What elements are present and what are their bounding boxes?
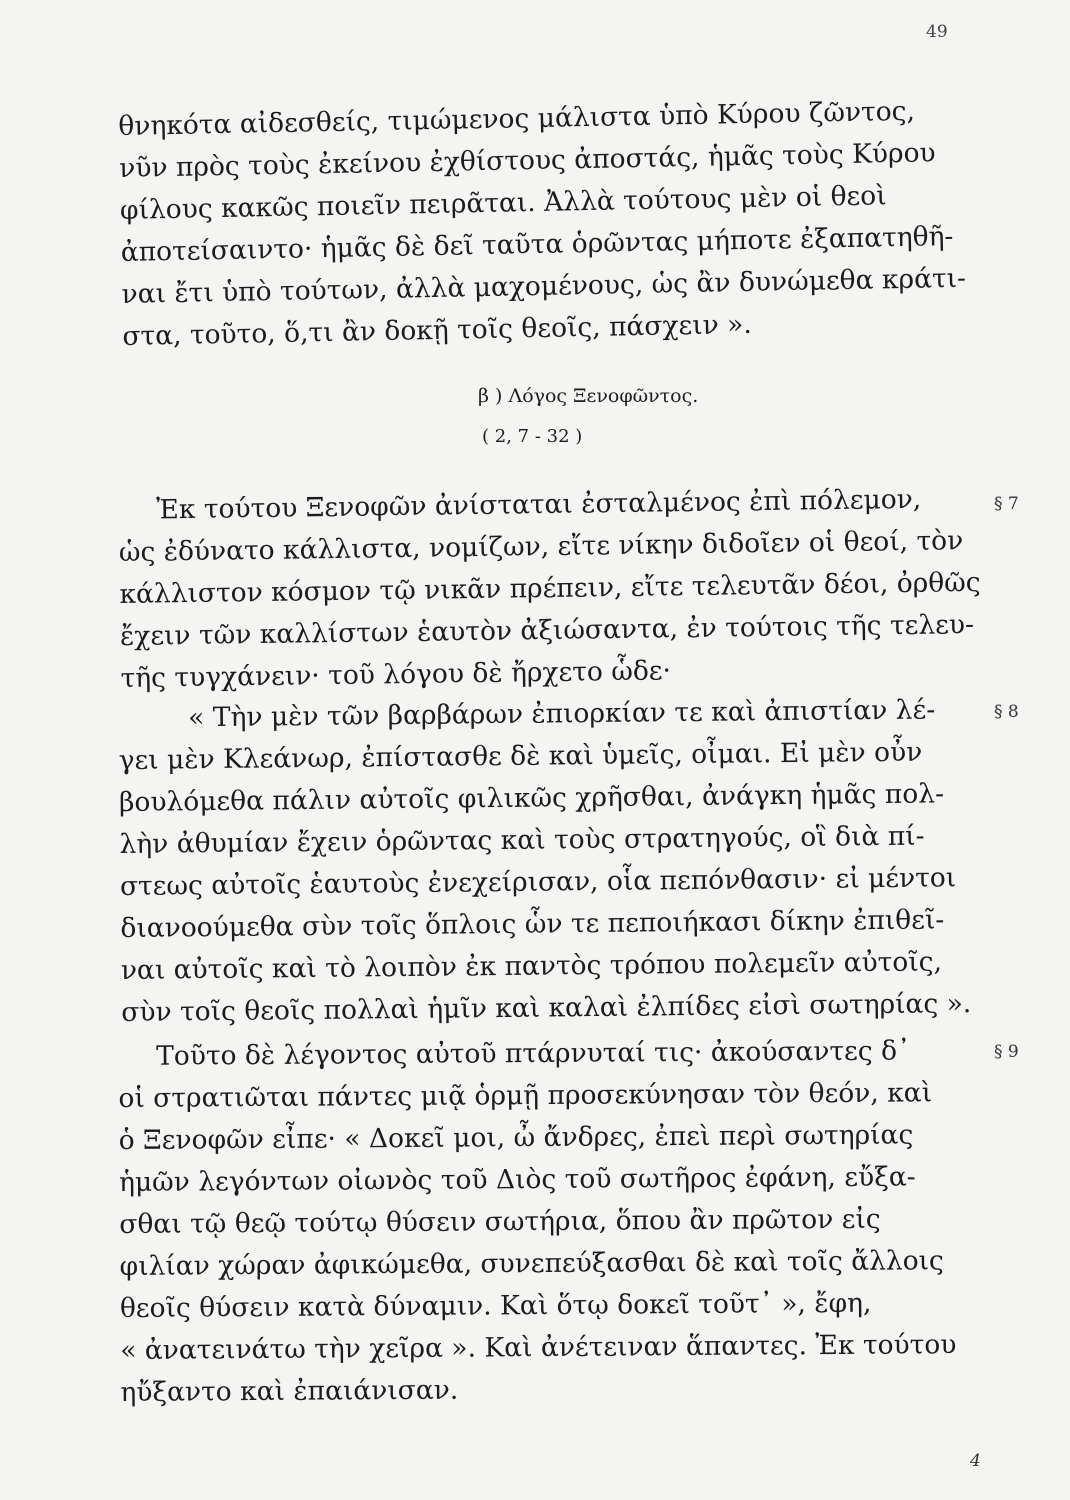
text-line: ἔχειν τῶν καλλίστων ἑαυτὸν ἀξιώσαντα, ἐν τούτοις τῆς τελευ-: [119, 609, 975, 652]
section-reference: ( 2, 7 - 32 ): [482, 426, 583, 447]
text-line: νῦν πρὸς τοὺς ἐκείνου ἐχθίστους ἀποστάς, ἡμᾶς τοὺς Κύρου: [118, 137, 936, 184]
text-line: φίλους κακῶς ποιεῖν πειρᾶται. Ἀλλὰ τούτους μὲν οἱ θεοὶ: [119, 180, 887, 226]
text-line: ἀποτείσαιντο· ἡμᾶς δὲ δεῖ ταῦτα ὁρῶντας μήποτε ἐξαπατηθῆ-: [120, 220, 954, 268]
text-line: κάλλιστον κόσμον τῷ νικᾶν πρέπειν, εἴτε τελευτᾶν δέοι, ὀρθῶς: [119, 566, 981, 610]
paragraph-3: [118, 1030, 991, 1414]
text-line: βουλόμεθα πάλιν αὐτοῖς φιλικῶς χρῆσθαι, ἀνάγκη ἡμᾶς πολ-: [118, 778, 945, 818]
text-line: οἱ στρατιῶται πάντες μιᾷ ὁρμῇ προσεκύνησαν τὸν θεόν, καὶ: [118, 1077, 933, 1114]
text-line: σὺν τοῖς θεοῖς πολλαὶ ἡμῖν καὶ καλαὶ ἐλπίδες εἰσὶ σωτηρίας ».: [121, 988, 972, 1028]
paragraph-1: [118, 478, 991, 700]
text-line: θεοῖς θύσειν κατὰ δύναμιν. Καὶ ὅτῳ δοκεῖ τοῦτ᾿ », ἔφη,: [119, 1287, 872, 1324]
text-line: φιλίαν χώραν ἀφικώμεθα, συνεπεύξασθαι δὲ καὶ τοῖς ἄλλοις: [119, 1245, 944, 1282]
text-line: « Τὴν μὲν τῶν βαρβάρων ἐπιορκίαν τε καὶ ἀπιστίαν λέ-: [188, 694, 936, 734]
paragraph-2: [118, 689, 991, 1034]
text-line: σθαι τῷ θεῷ τούτῳ θύσειν σωτήρια, ὅπου ἂν πρῶτον εἰς: [119, 1203, 881, 1240]
text-line: ναι ἔτι ὑπὸ τούτων, ἀλλὰ μαχομένους, ὡς ἂν δυνώμεθα κράτι-: [121, 262, 967, 310]
text-line: ἡμῶν λεγόντων οἰωνὸς τοῦ Διὸς τοῦ σωτῆρος ἐφάνη, εὔξα-: [118, 1161, 916, 1198]
section-mark-7: § 7: [994, 494, 1019, 514]
text-line: ὁ Ξενοφῶν εἶπε· « Δοκεῖ μοι, ὦ ἄνδρες, ἐπεὶ περὶ σωτηρίας: [118, 1119, 914, 1156]
text-line: στεως αὐτοῖς ἑαυτοὺς ἐνεχείρισαν, οἷα πεπόνθασιν· εἰ μέντοι: [119, 862, 957, 902]
page-number-top: 49: [926, 22, 948, 42]
section-mark-9: § 9: [994, 1042, 1019, 1062]
text-line: ναι αὐτοῖς καὶ τὸ λοιπὸν ἐκ παντὸς τρόπου πολεμεῖν αὐτοῖς,: [120, 946, 943, 986]
text-line: ηὔξαντο καὶ ἐπαιάνισαν.: [120, 1374, 459, 1408]
text-line: Τοῦτο δὲ λέγοντος αὐτοῦ πτάρνυταί τις· ἀκούσαντες δ᾿: [156, 1035, 911, 1072]
text-line: γει μὲν Κλεάνωρ, ἐπίστασθε δὲ καὶ ὑμεῖς, οἶμαι. Εἰ μὲν οὖν: [118, 736, 923, 776]
text-line: ὡς ἐδύνατο κάλλιστα, νομίζων, εἴτε νίκην διδοῖεν οἱ θεοί, τὸν: [118, 525, 964, 568]
text-line: θνηκότα αἰδεσθείς, τιμώμενος μάλιστα ὑπὸ Κύρου ζῶντος,: [118, 95, 916, 142]
text-line: τῆς τυγχάνειν· τοῦ λόγου δὲ ἤρχετο ὧδε·: [120, 655, 672, 694]
page-number-bottom: 4: [970, 1451, 981, 1471]
text-line: λὴν ἀθυμίαν ἔχειν ὁρῶντας καὶ τοὺς στρατηγούς, οἳ διὰ πί-: [119, 820, 925, 860]
text-line: Ἐκ τούτου Ξενοφῶν ἀνίσταται ἐσταλμένος ἐπὶ πόλεμον,: [156, 483, 922, 526]
section-mark-8: § 8: [994, 702, 1019, 722]
section-heading: β ) Λόγος Ξενοφῶντος.: [478, 385, 699, 407]
intro-paragraph: [118, 89, 993, 358]
text-line: διανοούμεθα σὺν τοῖς ὅπλοις ὧν τε πεποιήκασι δίκην ἐπιθεῖ-: [120, 904, 945, 944]
text-line: « ἀνατεινάτω τὴν χεῖρα ». Καὶ ἀνέτειναν ἅπαντες. Ἐκ τούτου: [120, 1329, 957, 1366]
text-line: στα, τοῦτο, ὅ,τι ἂν δοκῇ τοῖς θεοῖς, πάσχειν ».: [122, 308, 753, 352]
